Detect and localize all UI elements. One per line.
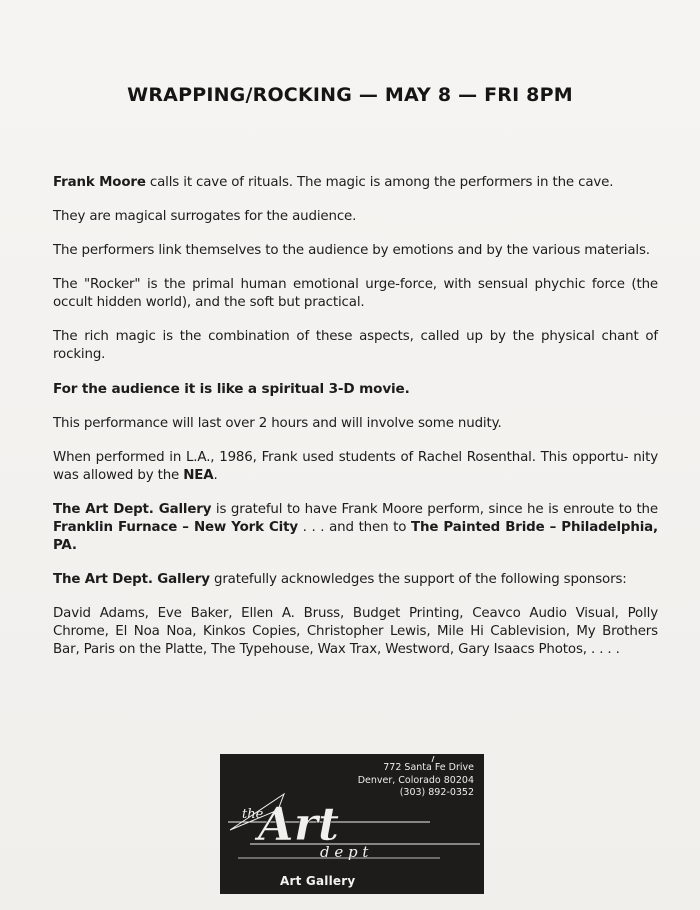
paragraph-rich-magic: The rich magic is the combination of these aspects, called up by the physical chant of rocking. [53, 329, 658, 362]
paragraph-duration: This performance will last over 2 hours and will involve some nudity. [53, 416, 502, 431]
paragraph-sponsors-intro: The Art Dept. Gallery gratefully acknowledges the support of the following sponsors: [53, 572, 627, 587]
performer-name: Frank Moore [53, 175, 146, 190]
gallery-address: 772 Santa Fe Drive Denver, Colorado 80204 (303) 892-0352 [357, 762, 474, 798]
art-dept-logo [220, 754, 484, 894]
event-title: WRAPPING/ROCKING — MAY 8 — FRI 8PM [127, 84, 573, 106]
paragraph-rocker: The "Rocker" is the primal human emotional urge-force, with sensual phychic force (the occult hidden world), and the soft but practical. [53, 277, 658, 310]
paragraph-sponsors-list: David Adams, Eve Baker, Ellen A. Bruss, Budget Printing, Ceavco Audio Visual, Polly Chrome, El Noa Noa, Kinkos Copies, Christopher Lewis, Mile Hi Cablevision, My Brothers Bar, Paris on the Platte, The Typehouse, Wax Trax, Westword, Gary Isaacs Photos, . . . . [53, 606, 658, 657]
flyer-body [53, 174, 658, 675]
paragraph-3d-movie: For the audience it is like a spiritual 3-D movie. [53, 381, 410, 397]
art-gallery-label: Art Gallery [280, 874, 356, 888]
paragraph-la-performance: When performed in L.A., 1986, Frank used students of Rachel Rosenthal. This opportu- nity was allowed by the NEA. [53, 450, 658, 483]
logo-word-dept: d e p t [320, 843, 369, 861]
paragraph-link: The performers link themselves to the audience by emotions and by the various materials. [53, 243, 650, 258]
paragraph-surrogates: They are magical surrogates for the audience. [53, 209, 357, 224]
paragraph-intro: Frank Moore calls it cave of rituals. The magic is among the performers in the cave. [53, 175, 614, 190]
paragraph-gallery-grateful: The Art Dept. Gallery is grateful to have Frank Moore perform, since he is enroute to the Franklin Furnace – New York City . . . and then to The Painted Bride – Philadelphia, PA. [53, 502, 658, 553]
logo-word-art: Art [258, 797, 340, 851]
logo-word-the: the [242, 807, 264, 822]
